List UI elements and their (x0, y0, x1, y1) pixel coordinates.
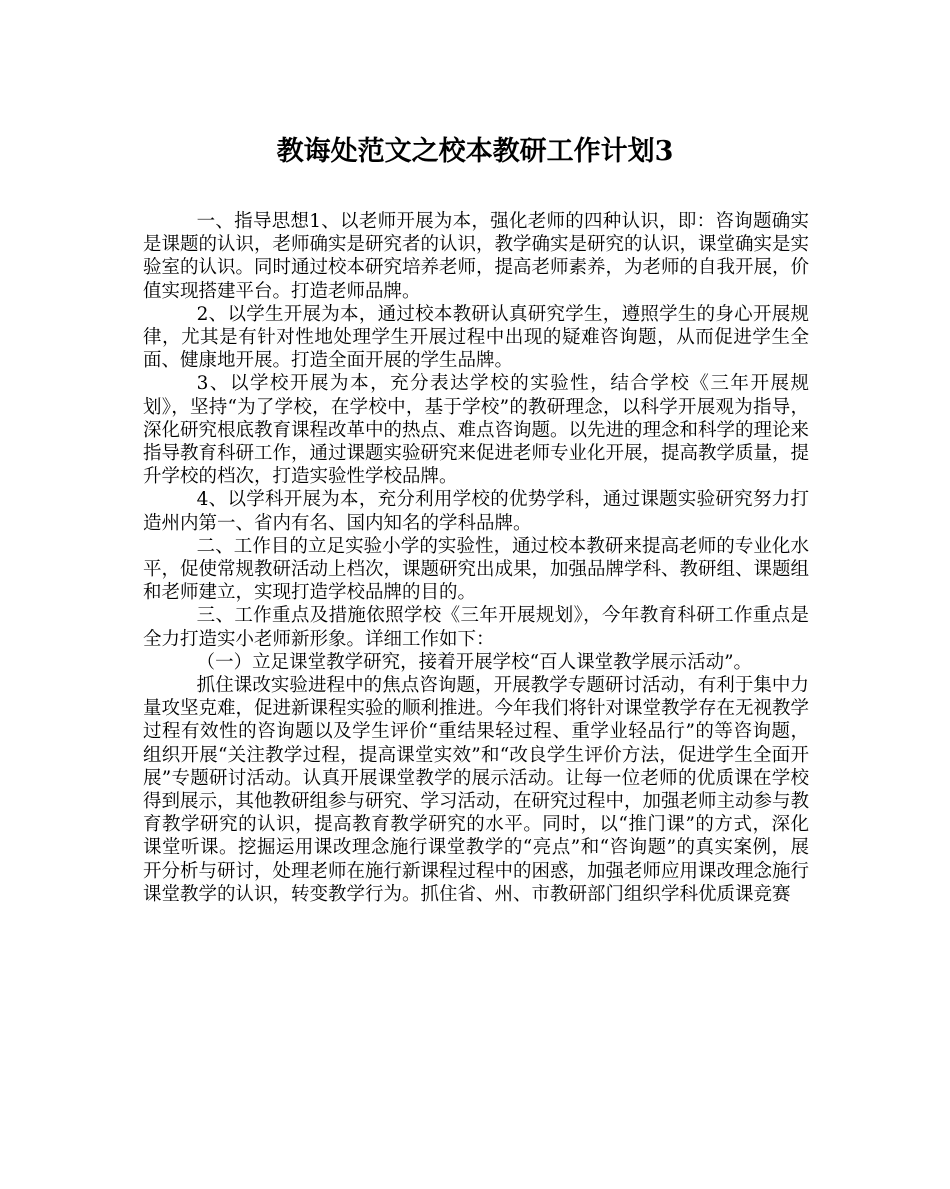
paragraph-guiding-ideology: 一、指导思想1、以老师开展为本，强化老师的四种认识，即：咨询题确实是课题的认识，老师确实是研究者的认识，教学确实是研究的认识，课堂确实是实验室的认识。同时通过校本研究培养老师，提高老师素养，为老师的自我开展，价值实现搭建平台。打造老师品牌。 (143, 211, 810, 302)
paragraph-work-focus: 三、工作重点及措施依照学校《三年开展规划》，今年教育科研工作重点是全力打造实小老师新形象。详细工作如下： (143, 605, 809, 650)
paragraph-teaching-seminars: 抓住课改实验进程中的焦点咨询题，开展教学专题研讨活动，有利于集中力量攻坚克难，促进新课程实验的顺利推进。今年我们将针对课堂教学存在无视教学过程有效性的咨询题以及学生评价“重结果轻过程、重学业轻品行”的等咨询题，组织开展“关注教学过程，提高课堂实效”和“改良学生评价方法，促进学生全面开展”专题研讨活动。认真开展课堂教学的展示活动。让每一位老师的优质课在学校得到展示，其他教研组参与研究、学习活动，在研究过程中，加强老师主动参与教育教学研究的认识，提高教育教学研究的水平。同时，以“推门课”的方式，深化课堂听课。挖掘运用课改理念施行课堂教学的“亮点”和“咨询题”的真实案例，展开分析与研讨，处理老师在施行新课程过程中的困惑，加强老师应用课改理念施行课堂教学的认识，转变教学行为。抓住省、州、市教研部门组织学科优质课竞赛 (143, 675, 810, 905)
paragraph-work-goals: 二、工作目的立足实验小学的实验性，通过校本教研来提高老师的专业化水平，促使常规教研活动上档次，课题研究出成果，加强品牌学科、教研组、课题组和老师建立，实现打造学校品牌的目的。 (143, 535, 810, 604)
paragraph-school-development: 3、以学校开展为本，充分表达学校的实验性，结合学校《三年开展规划》，坚持“为了学校，在学校中，基于学校”的教研理念，以科学开展观为指导，深化研究根底教育课程改革中的热点、难点咨询题。以先进的理念和科学的理论来指导教育科研工作，通过课题实验研究来促进老师专业化开展，提高教学质量，提升学校的档次，打造实验性学校品牌。 (143, 373, 810, 488)
document-title: 教诲处范文之校本教研工作计划3 (276, 136, 674, 167)
document-body (143, 210, 809, 906)
paragraph-subject-development: 4、以学科开展为本，充分利用学校的优势学科，通过课题实验研究努力打造州内第一、省内有名、国内知名的学科品牌。 (143, 489, 809, 534)
paragraph-student-development: 2、以学生开展为本，通过校本教研认真研究学生，遵照学生的身心开展规律，尤其是有针对性地处理学生开展过程中出现的疑难咨询题，从而促进学生全面、健康地开展。打造全面开展的学生品牌。 (143, 303, 809, 372)
paragraph-classroom-research: （一）立足课堂教学研究，接着开展学校“百人课堂教学展示活动”。 (196, 651, 753, 673)
